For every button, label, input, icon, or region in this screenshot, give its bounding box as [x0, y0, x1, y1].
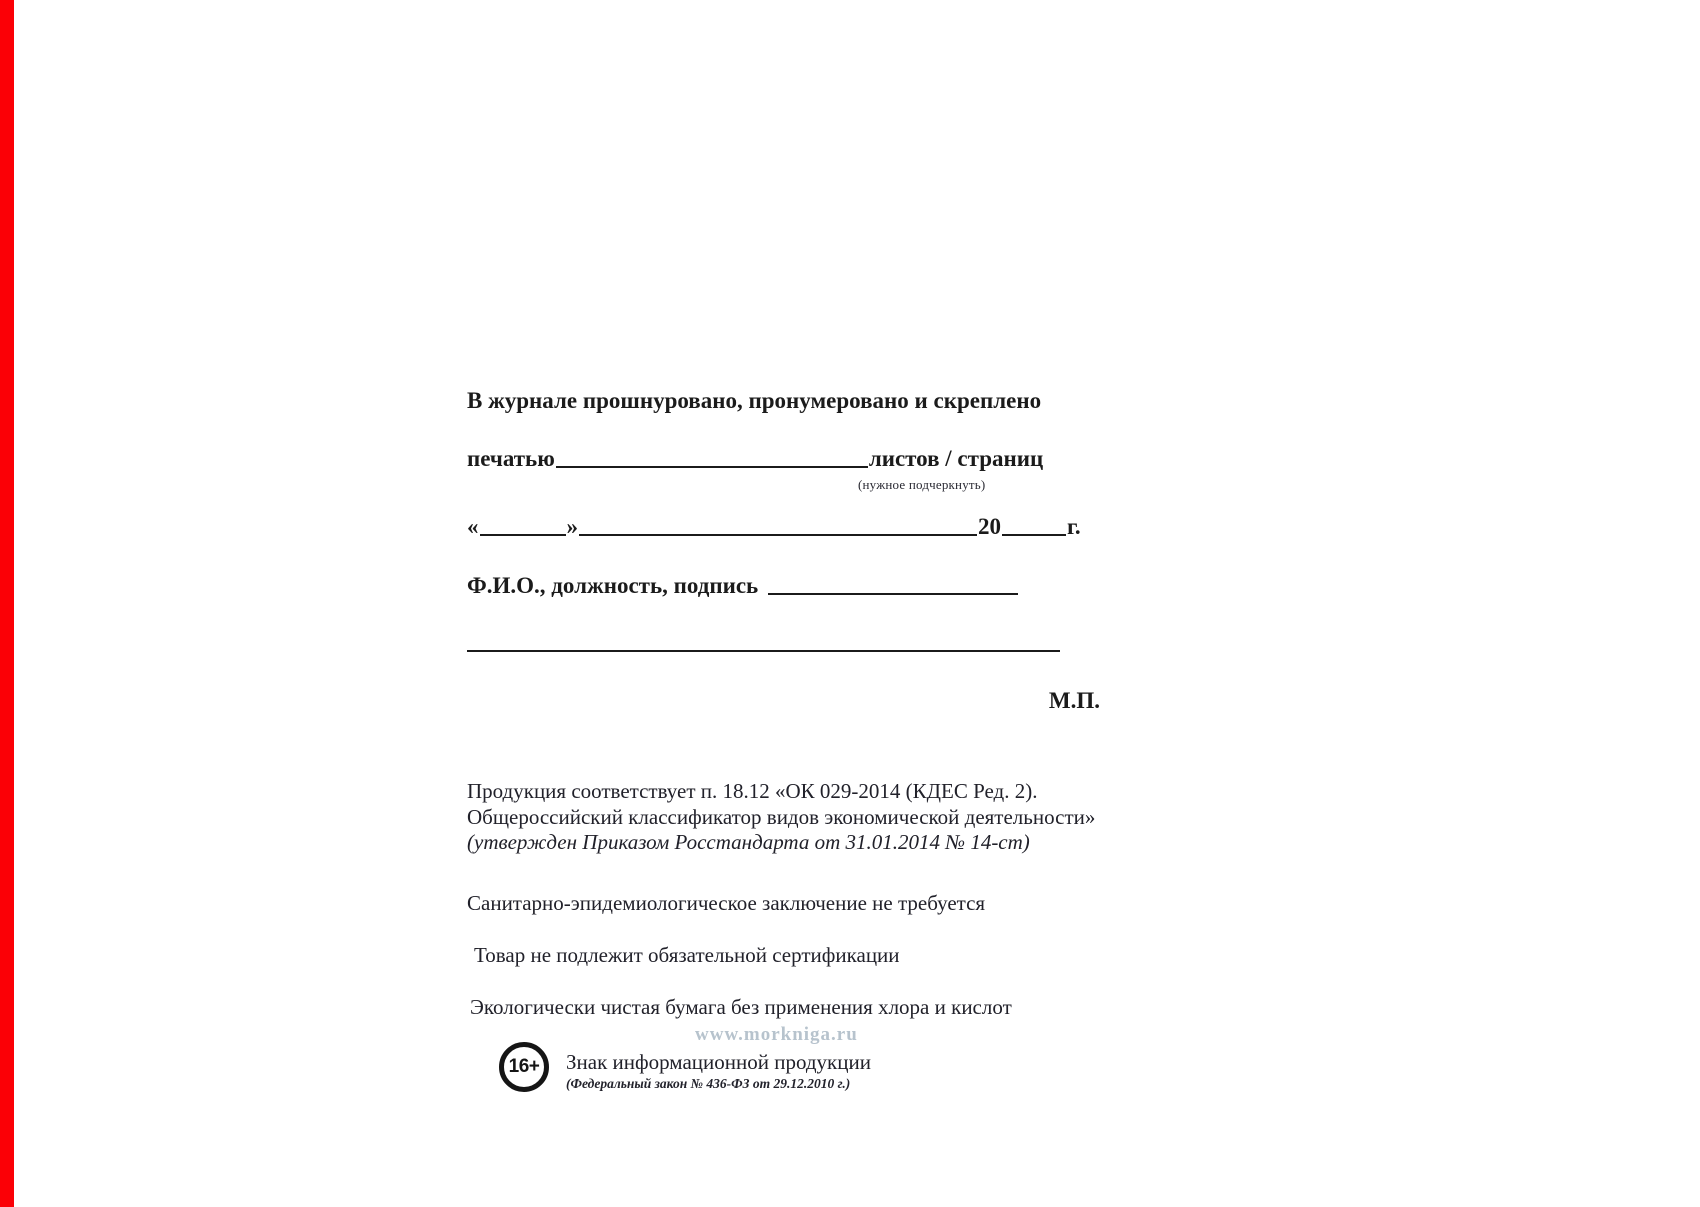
- date-line: [467, 514, 1081, 540]
- red-edge-strip: [0, 0, 14, 1207]
- sanitary-statement: Санитарно-эпидемиологическое заключение не требуется: [467, 891, 986, 915]
- compliance-paragraph: [467, 779, 1095, 856]
- ecology-statement: Экологически чистая бумага без применения хлора и кислот: [470, 995, 1012, 1019]
- open-quote: «: [467, 514, 479, 539]
- seal-prefix-label: печатью: [467, 446, 555, 471]
- seal-count-line: [467, 446, 1043, 472]
- blank-line-day: [480, 518, 566, 536]
- seal-mark: М.П.: [1048, 688, 1100, 713]
- blank-line-fio: [768, 577, 1018, 595]
- binding-statement: В журнале прошнуровано, пронумеровано и скреплено: [467, 388, 1042, 413]
- year-suffix: г.: [1067, 514, 1081, 539]
- compliance-line-3: (утвержден Приказом Росстандарта от 31.01.2014 № 14-ст): [467, 830, 1030, 854]
- watermark-text: www.morkniga.ru: [695, 1024, 858, 1045]
- fio-line: [467, 573, 1019, 599]
- underline-note: (нужное подчеркнуть): [858, 477, 986, 492]
- signature-rule: [467, 650, 1060, 652]
- year-prefix: 20: [978, 514, 1001, 539]
- blank-line-sheets: [556, 450, 868, 468]
- seal-suffix-label: листов / страниц: [868, 446, 1044, 471]
- age-mark-law-note: (Федеральный закон № 436-ФЗ от 29.12.2010 г.): [566, 1076, 851, 1091]
- age-mark-label: Знак информационной продукции: [566, 1050, 871, 1074]
- blank-line-year: [1002, 518, 1066, 536]
- close-quote: »: [566, 514, 578, 539]
- certification-statement: Товар не подлежит обязательной сертификации: [474, 943, 900, 967]
- compliance-line-1: Продукция соответствует п. 18.12 «ОК 029-2014 (КДЕС Ред. 2).: [467, 779, 1038, 803]
- fio-label: Ф.И.О., должность, подпись: [467, 573, 759, 598]
- age-rating-badge-icon: 16+: [499, 1042, 549, 1092]
- compliance-line-2: Общероссийский классификатор видов экономической деятельности»: [467, 804, 1096, 829]
- blank-line-month: [579, 518, 977, 536]
